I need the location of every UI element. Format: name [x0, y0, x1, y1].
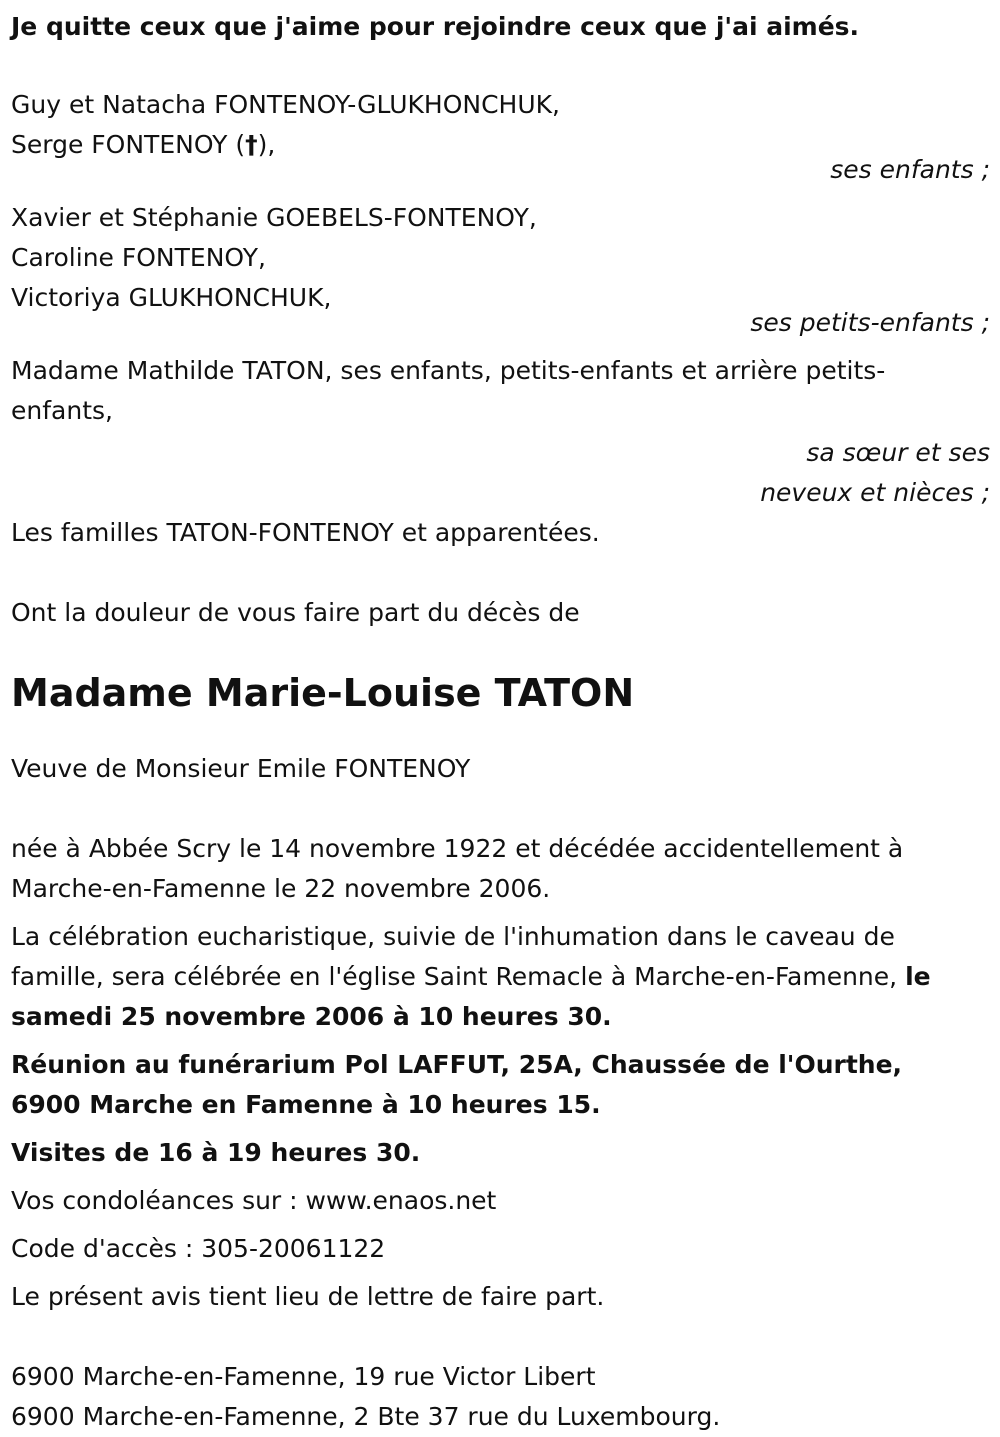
grandchildren-section: [11, 198, 990, 343]
families: Les familles TATON-FONTENOY et apparentées.: [11, 518, 600, 547]
children-line-1: Guy et Natacha FONTENOY-GLUKHONCHUK,: [11, 90, 560, 119]
sister-role-line-2: neveux et nièces ;: [760, 478, 990, 507]
deceased-name: Madame Marie-Louise TATON: [11, 671, 635, 715]
meeting: Réunion au funérarium Pol LAFFUT, 25A, Chaussée de l'Ourthe, 6900 Marche en Famenne à 10 heures 15.: [11, 1050, 903, 1119]
address-1: 6900 Marche-en-Famenne, 19 rue Victor Libert: [11, 1362, 596, 1391]
grandchildren-line-3: Victoriya GLUKHONCHUK,: [11, 283, 332, 312]
condolences: Vos condoléances sur : www.enaos.net: [11, 1186, 497, 1215]
children-role: ses enfants ;: [830, 155, 990, 184]
access-code: Code d'accès : 305-20061122: [11, 1234, 386, 1263]
grandchildren-line-1: Xavier et Stéphanie GOEBELS-FONTENOY,: [11, 203, 537, 232]
children-section: [11, 85, 990, 190]
announcement: Ont la douleur de vous faire part du décès de: [11, 598, 580, 627]
children-line-2-prefix: Serge FONTENOY (: [11, 130, 246, 159]
sister-role-line-1: sa sœur et ses: [806, 438, 990, 467]
grandchildren-line-2: Caroline FONTENOY,: [11, 243, 266, 272]
ceremony: [11, 917, 986, 1037]
visits: Visites de 16 à 19 heures 30.: [11, 1138, 421, 1167]
ceremony-text: La célébration eucharistique, suivie de l'inhumation dans le caveau de famille, sera célébrée en l'église Saint Remacle à Marche-en-Famenne,: [11, 922, 906, 991]
birth-death: née à Abbée Scry le 14 novembre 1922 et décédée accidentellement à Marche-en-Famenne le 22 novembre 2006.: [11, 834, 904, 903]
sister-text: Madame Mathilde TATON, ses enfants, petits-enfants et arrière petits-enfants,: [11, 356, 886, 425]
epigraph: Je quitte ceux que j'aime pour rejoindre ceux que j'ai aimés.: [11, 12, 860, 41]
sister-section: [11, 351, 990, 513]
children-line-2-suffix: ),: [257, 130, 276, 159]
grandchildren-role: ses petits-enfants ;: [750, 308, 990, 337]
address-2: 6900 Marche-en-Famenne, 2 Bte 37 rue du Luxembourg.: [11, 1402, 721, 1431]
notice: Le présent avis tient lieu de lettre de faire part.: [11, 1282, 605, 1311]
widow-of: Veuve de Monsieur Emile FONTENOY: [11, 754, 471, 783]
cross-icon: †: [245, 130, 258, 159]
ceremony-date: le samedi 25 novembre 2006 à 10 heures 30.: [11, 962, 931, 1031]
